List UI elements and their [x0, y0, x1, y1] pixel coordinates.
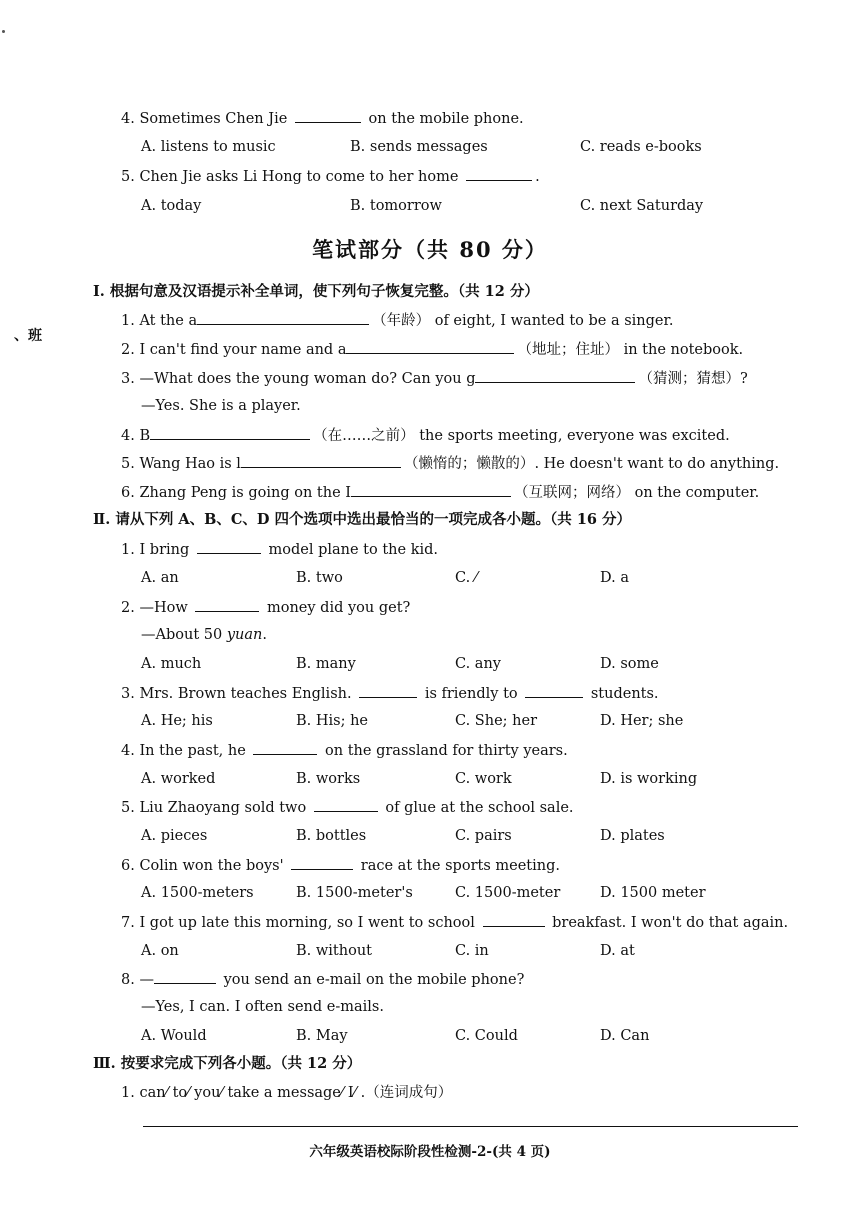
- question-text: breakfast. I won't do that again.: [552, 915, 789, 931]
- question-number: 6.: [121, 485, 135, 501]
- question-text: I can't find your name and a: [139, 342, 347, 358]
- option-b[interactable]: B. sends messages: [350, 139, 488, 155]
- answer-blank[interactable]: [291, 855, 353, 870]
- question-text: the sports meeting, everyone was excited.: [419, 428, 730, 444]
- sec1-item-3: [121, 368, 748, 389]
- option-b[interactable]: B. His; he: [296, 713, 369, 729]
- option-c[interactable]: C. pairs: [455, 828, 512, 844]
- section-1-heading: Ⅰ. 根据句意及汉语提示补全单词，使下列句子恢复完整。（共 12 分）: [93, 283, 539, 300]
- option-b[interactable]: B. bottles: [296, 828, 367, 844]
- option-d[interactable]: D. some: [600, 656, 659, 672]
- question-text: race at the sports meeting.: [360, 858, 560, 874]
- page-footer: 六年级英语校际阶段性检测-2-(共 4 页): [309, 1144, 551, 1160]
- answer-blank[interactable]: [197, 310, 369, 325]
- reply-italic: yuan: [226, 627, 263, 643]
- answer-blank[interactable]: [195, 597, 259, 612]
- question-text: of eight, I wanted to be a singer.: [434, 313, 674, 329]
- question-number: 8.: [121, 972, 135, 988]
- option-a[interactable]: A. 1500-meters: [141, 885, 254, 901]
- option-d[interactable]: D. 1500 meter: [600, 885, 706, 901]
- answer-blank[interactable]: [295, 108, 361, 123]
- answer-blank[interactable]: [351, 482, 511, 497]
- question-text: ?: [739, 371, 748, 387]
- question-text: money did you get?: [266, 600, 411, 616]
- listening-q4: [121, 108, 524, 129]
- option-c[interactable]: C. Could: [455, 1028, 518, 1044]
- sec2-q1: [121, 539, 438, 560]
- question-text: In the past, he: [139, 743, 246, 759]
- sec1-item-5: [121, 453, 779, 474]
- question-text: I bring: [139, 542, 190, 558]
- question-text: Zhang Peng is going on the I: [139, 485, 351, 501]
- reply-text: —About 50: [141, 627, 227, 643]
- question-text: on the computer.: [634, 485, 760, 501]
- question-text: Sometimes Chen Jie: [139, 111, 288, 127]
- answer-blank[interactable]: [197, 539, 261, 554]
- footer-divider: [143, 1126, 798, 1127]
- sec2-q8: [121, 969, 524, 990]
- answer-blank[interactable]: [525, 683, 583, 698]
- question-number: 7.: [121, 915, 135, 931]
- sec2-q7: [121, 912, 788, 933]
- question-number: 3.: [121, 371, 135, 387]
- option-b[interactable]: B. many: [296, 656, 356, 672]
- option-a[interactable]: A. Would: [141, 1028, 207, 1044]
- chinese-hint: （猜测；猜想）: [638, 371, 740, 387]
- option-b[interactable]: B. tomorrow: [350, 198, 442, 214]
- option-b[interactable]: B. two: [296, 570, 343, 586]
- question-text: model plane to the kid.: [268, 542, 439, 558]
- option-c[interactable]: C. She; her: [455, 713, 537, 729]
- question-text: of glue at the school sale.: [385, 800, 574, 816]
- answer-blank[interactable]: [154, 969, 216, 984]
- option-a[interactable]: A. an: [141, 570, 179, 586]
- option-a[interactable]: A. worked: [141, 771, 216, 787]
- option-c[interactable]: C. ⁄: [455, 570, 478, 586]
- question-number: 2.: [121, 600, 135, 616]
- option-d[interactable]: D. is working: [600, 771, 698, 787]
- option-a[interactable]: A. today: [141, 198, 202, 214]
- answer-blank[interactable]: [475, 368, 635, 383]
- question-text: At the a: [139, 313, 198, 329]
- question-number: 1.: [121, 1085, 135, 1101]
- question-number: 6.: [121, 858, 135, 874]
- question-number: 4.: [121, 743, 135, 759]
- question-number: 4.: [121, 428, 135, 444]
- answer-blank[interactable]: [314, 797, 378, 812]
- question-text: students.: [590, 686, 659, 702]
- option-d[interactable]: D. at: [600, 943, 635, 959]
- sec2-q5: [121, 797, 574, 818]
- question-text: can⁄ to⁄ you⁄ take a message⁄ I⁄ .（连词成句）: [139, 1085, 453, 1101]
- option-c[interactable]: C. work: [455, 771, 512, 787]
- option-b[interactable]: B. May: [296, 1028, 348, 1044]
- option-c[interactable]: C. reads e-books: [580, 139, 702, 155]
- question-number: 4.: [121, 111, 135, 127]
- listening-q5: [121, 166, 540, 187]
- question-text: Chen Jie asks Li Hong to come to her home: [139, 169, 459, 185]
- option-d[interactable]: D. Her; she: [600, 713, 684, 729]
- option-a[interactable]: A. much: [141, 656, 202, 672]
- question-text: is friendly to: [424, 686, 518, 702]
- question-number: 3.: [121, 686, 135, 702]
- sec2-q2: [121, 597, 410, 618]
- written-part-title: 笔试部分（共 80 分）: [312, 237, 548, 262]
- sec1-item-6: [121, 482, 759, 503]
- option-d[interactable]: D. a: [600, 570, 629, 586]
- sec1-item-1: [121, 310, 673, 331]
- answer-blank[interactable]: [253, 740, 317, 755]
- question-number: 2.: [121, 342, 135, 358]
- question-text: Wang Hao is l: [139, 456, 241, 472]
- question-text: Mrs. Brown teaches English.: [139, 686, 352, 702]
- option-b[interactable]: B. 1500-meter's: [296, 885, 413, 901]
- question-number: 5.: [121, 169, 135, 185]
- question-number: 5.: [121, 456, 135, 472]
- option-c[interactable]: C. 1500-meter: [455, 885, 561, 901]
- question-text: on the grassland for thirty years.: [325, 743, 568, 759]
- option-c[interactable]: C. any: [455, 656, 501, 672]
- chinese-hint: （懒惰的；懒散的）: [403, 456, 535, 472]
- question-text: in the notebook.: [623, 342, 744, 358]
- option-c[interactable]: C. next Saturday: [580, 198, 704, 214]
- question-text: —What does the young woman do? Can you g: [139, 371, 476, 387]
- chinese-hint: （互联网；网络）: [514, 485, 630, 501]
- option-d[interactable]: D. Can: [600, 1028, 650, 1044]
- chinese-hint: （年龄）: [372, 313, 431, 329]
- sec1-item-2: [121, 339, 743, 360]
- question-text: Liu Zhaoyang sold two: [139, 800, 307, 816]
- option-b[interactable]: B. works: [296, 771, 361, 787]
- sec2-q3: [121, 683, 659, 704]
- scan-speck: [2, 30, 5, 33]
- question-text: —: [139, 972, 154, 988]
- question-text: Colin won the boys': [139, 858, 284, 874]
- question-text: . He doesn't want to do anything.: [534, 456, 780, 472]
- reply-text: .: [262, 627, 267, 643]
- option-a[interactable]: A. listens to music: [141, 139, 276, 155]
- section-3-heading: Ⅲ. 按要求完成下列各小题。（共 12 分）: [93, 1055, 362, 1072]
- option-a[interactable]: A. He; his: [141, 713, 213, 729]
- sec3-q1: [121, 1083, 452, 1103]
- answer-blank[interactable]: [483, 912, 545, 927]
- option-b[interactable]: B. without: [296, 943, 372, 959]
- answer-blank[interactable]: [241, 453, 401, 468]
- answer-blank[interactable]: [150, 425, 310, 440]
- question-text: —How: [139, 600, 188, 616]
- sec2-q2-reply: [141, 625, 267, 645]
- question-number: 1.: [121, 542, 135, 558]
- sec2-q8-reply: —Yes, I can. I often send e-mails.: [141, 999, 384, 1015]
- option-a[interactable]: A. pieces: [141, 828, 208, 844]
- option-a[interactable]: A. on: [141, 943, 179, 959]
- sec1-item-3-reply: —Yes. She is a player.: [141, 398, 301, 414]
- chinese-hint: （地址；住址）: [517, 342, 619, 358]
- sec1-item-4: [121, 425, 730, 446]
- sec2-q6: [121, 855, 560, 876]
- answer-blank[interactable]: [359, 683, 417, 698]
- side-class-label: 、班: [14, 328, 42, 344]
- question-text: B: [139, 428, 151, 444]
- answer-blank[interactable]: [466, 166, 532, 181]
- sec2-q4: [121, 740, 568, 761]
- question-text: you send an e-mail on the mobile phone?: [223, 972, 525, 988]
- question-text: I got up late this morning, so I went to school: [139, 915, 475, 931]
- question-number: 5.: [121, 800, 135, 816]
- option-d[interactable]: D. plates: [600, 828, 665, 844]
- chinese-hint: （在……之前）: [313, 428, 415, 444]
- question-text: .: [535, 169, 540, 185]
- question-text: on the mobile phone.: [368, 111, 524, 127]
- question-number: 1.: [121, 313, 135, 329]
- answer-blank[interactable]: [346, 339, 514, 354]
- section-2-heading: Ⅱ. 请从下列 A、B、C、D 四个选项中选出最恰当的一项完成各小题。（共 16 分）: [93, 511, 632, 528]
- option-c[interactable]: C. in: [455, 943, 489, 959]
